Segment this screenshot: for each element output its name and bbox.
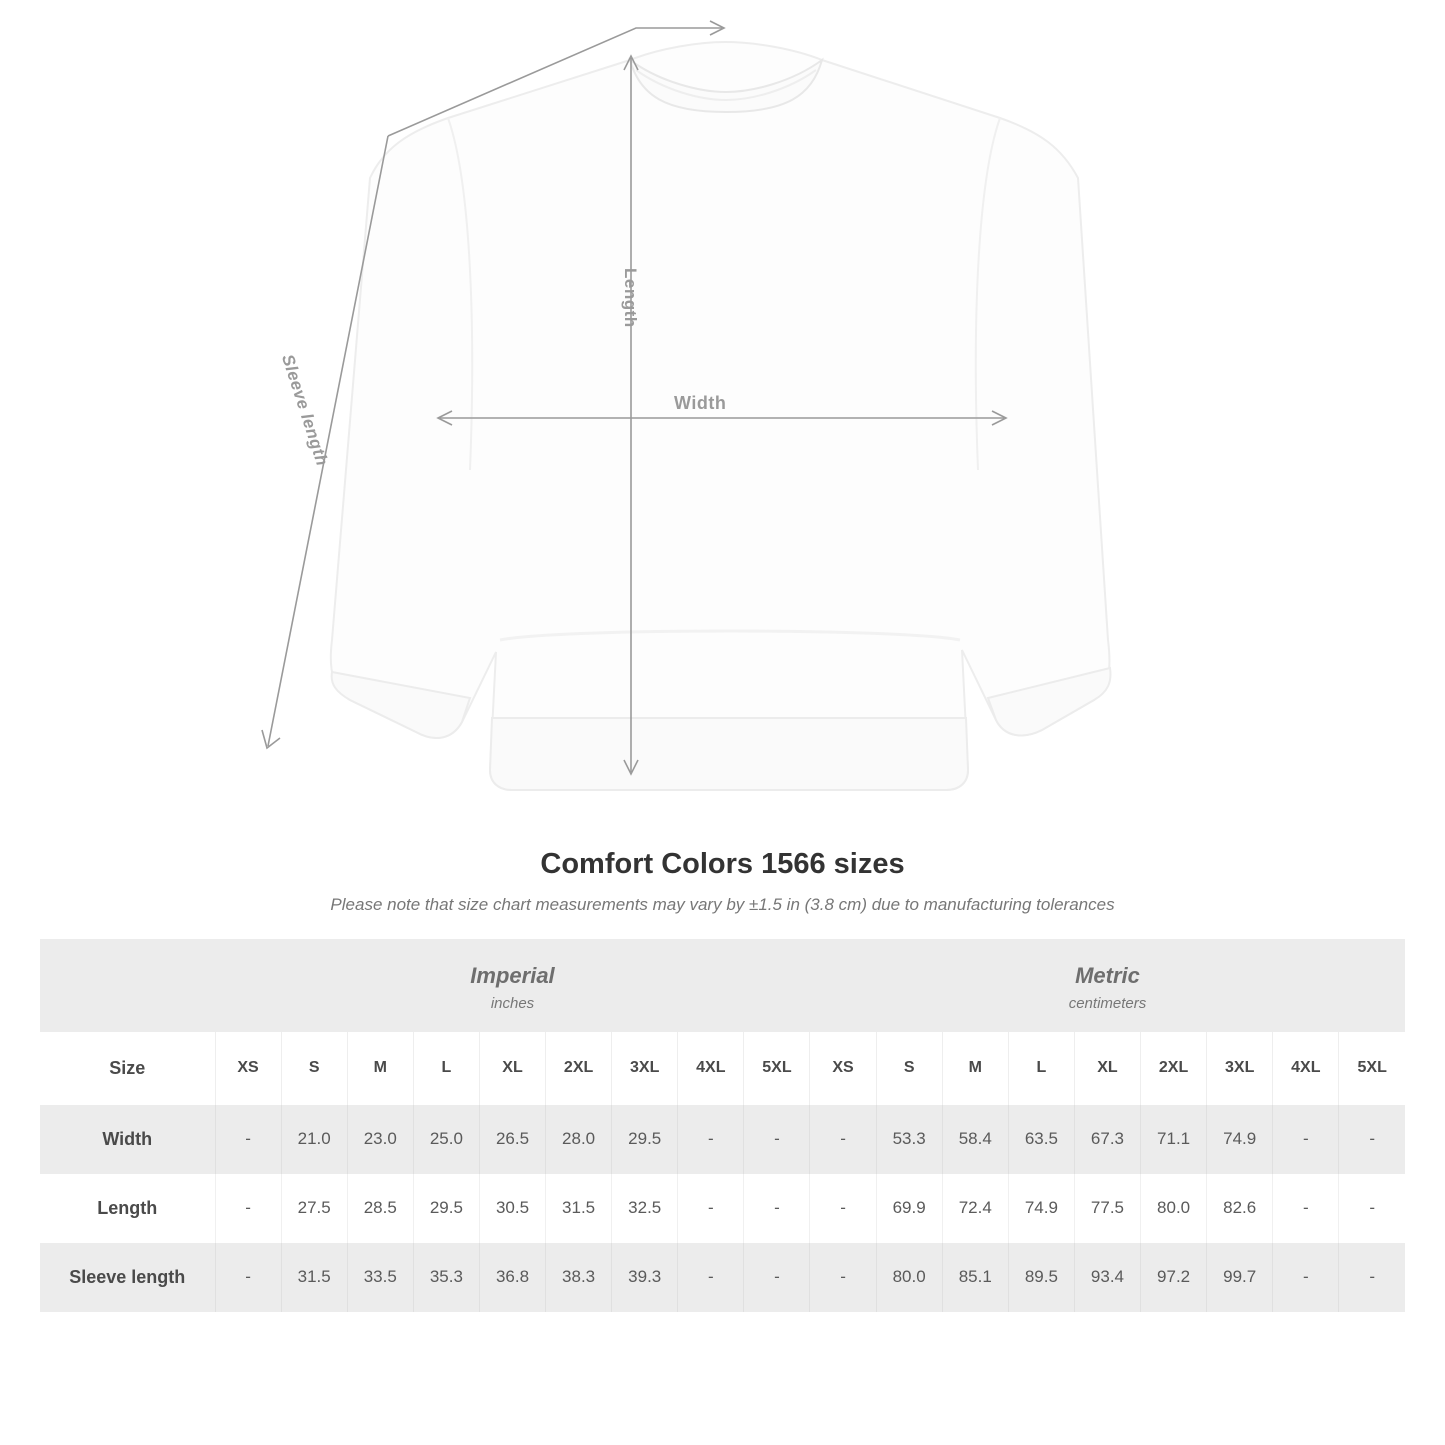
- sweatshirt-shape: [331, 42, 1111, 790]
- size-header-imperial-2xl: 2XL: [546, 1032, 612, 1105]
- table-row: [40, 1174, 1405, 1243]
- size-header-imperial-5xl: 5XL: [744, 1032, 810, 1105]
- cell-metric-5xl: -: [1339, 1243, 1405, 1312]
- cell-metric-xs: -: [810, 1243, 876, 1312]
- cell-imperial-s: 27.5: [281, 1174, 347, 1243]
- cell-imperial-3xl: 29.5: [612, 1105, 678, 1174]
- cell-imperial-3xl: 32.5: [612, 1174, 678, 1243]
- table-row: [40, 1243, 1405, 1312]
- size-header-metric-5xl: 5XL: [1339, 1032, 1405, 1105]
- cell-metric-2xl: 71.1: [1141, 1105, 1207, 1174]
- cell-metric-xs: -: [810, 1174, 876, 1243]
- table-row: [40, 1105, 1405, 1174]
- size-header-metric-m: M: [942, 1032, 1008, 1105]
- size-header-metric-xs: XS: [810, 1032, 876, 1105]
- cell-imperial-m: 28.5: [347, 1174, 413, 1243]
- metric-title: Metric: [1075, 963, 1140, 988]
- size-header-metric-2xl: 2XL: [1141, 1032, 1207, 1105]
- width-label: Width: [674, 393, 727, 413]
- cell-imperial-s: 21.0: [281, 1105, 347, 1174]
- cell-metric-m: 85.1: [942, 1243, 1008, 1312]
- size-header-metric-xl: XL: [1074, 1032, 1140, 1105]
- cell-imperial-2xl: 28.0: [546, 1105, 612, 1174]
- cell-imperial-5xl: -: [744, 1174, 810, 1243]
- size-header-imperial-m: M: [347, 1032, 413, 1105]
- cell-imperial-xl: 26.5: [479, 1105, 545, 1174]
- cell-metric-s: 80.0: [876, 1243, 942, 1312]
- cell-metric-xs: -: [810, 1105, 876, 1174]
- row-label-sleeve-length: Sleeve length: [40, 1243, 215, 1312]
- length-label: Length: [621, 268, 640, 328]
- imperial-title: Imperial: [470, 963, 555, 988]
- metric-unit-header: [810, 939, 1405, 1032]
- cell-metric-xl: 93.4: [1074, 1243, 1140, 1312]
- cell-metric-l: 89.5: [1008, 1243, 1074, 1312]
- cell-imperial-2xl: 31.5: [546, 1174, 612, 1243]
- sleeve-length-label: Sleeve length: [277, 352, 332, 469]
- cell-imperial-5xl: -: [744, 1243, 810, 1312]
- cell-imperial-3xl: 39.3: [612, 1243, 678, 1312]
- cell-metric-m: 58.4: [942, 1105, 1008, 1174]
- size-header-label: Size: [40, 1032, 215, 1105]
- cell-imperial-4xl: -: [678, 1105, 744, 1174]
- cell-imperial-l: 25.0: [413, 1105, 479, 1174]
- size-header-imperial-xl: XL: [479, 1032, 545, 1105]
- cell-imperial-m: 33.5: [347, 1243, 413, 1312]
- title-block: [0, 848, 1445, 915]
- cell-imperial-m: 23.0: [347, 1105, 413, 1174]
- size-header-imperial-xs: XS: [215, 1032, 281, 1105]
- cell-imperial-4xl: -: [678, 1174, 744, 1243]
- cell-metric-4xl: -: [1273, 1243, 1339, 1312]
- cell-metric-m: 72.4: [942, 1174, 1008, 1243]
- size-table-wrap: [40, 939, 1405, 1312]
- cell-imperial-5xl: -: [744, 1105, 810, 1174]
- row-label-length: Length: [40, 1174, 215, 1243]
- cell-metric-5xl: -: [1339, 1174, 1405, 1243]
- cell-metric-xl: 67.3: [1074, 1105, 1140, 1174]
- cell-metric-s: 69.9: [876, 1174, 942, 1243]
- cell-imperial-xs: -: [215, 1105, 281, 1174]
- cell-metric-l: 74.9: [1008, 1174, 1074, 1243]
- size-table: [40, 939, 1405, 1312]
- cell-imperial-xs: -: [215, 1243, 281, 1312]
- cell-metric-l: 63.5: [1008, 1105, 1074, 1174]
- size-header-imperial-4xl: 4XL: [678, 1032, 744, 1105]
- cell-imperial-l: 29.5: [413, 1174, 479, 1243]
- cell-metric-3xl: 74.9: [1207, 1105, 1273, 1174]
- cell-imperial-s: 31.5: [281, 1243, 347, 1312]
- cell-metric-5xl: -: [1339, 1105, 1405, 1174]
- cell-metric-3xl: 99.7: [1207, 1243, 1273, 1312]
- cell-imperial-2xl: 38.3: [546, 1243, 612, 1312]
- size-header-imperial-3xl: 3XL: [612, 1032, 678, 1105]
- size-header-metric-l: L: [1008, 1032, 1074, 1105]
- imperial-subtitle: inches: [490, 994, 535, 1012]
- cell-imperial-xs: -: [215, 1174, 281, 1243]
- size-header-metric-4xl: 4XL: [1273, 1032, 1339, 1105]
- cell-metric-4xl: -: [1273, 1174, 1339, 1243]
- size-table-body: [40, 1105, 1405, 1312]
- cell-imperial-xl: 36.8: [479, 1243, 545, 1312]
- tolerance-note: Please note that size chart measurements may vary by ±1.5 in (3.8 cm) due to manufacturing tolerances: [330, 895, 1115, 914]
- imperial-unit-header: [215, 939, 810, 1032]
- cell-metric-xl: 77.5: [1074, 1174, 1140, 1243]
- cell-imperial-l: 35.3: [413, 1243, 479, 1312]
- cell-metric-2xl: 80.0: [1141, 1174, 1207, 1243]
- cell-metric-3xl: 82.6: [1207, 1174, 1273, 1243]
- unit-header-row: [40, 939, 1405, 1032]
- page-title: Comfort Colors 1566 sizes: [540, 848, 905, 880]
- size-header-imperial-s: S: [281, 1032, 347, 1105]
- unit-spacer: [40, 939, 215, 1032]
- row-label-width: Width: [40, 1105, 215, 1174]
- cell-imperial-4xl: -: [678, 1243, 744, 1312]
- size-header-row: [40, 1032, 1405, 1105]
- cell-imperial-xl: 30.5: [479, 1174, 545, 1243]
- size-header-metric-3xl: 3XL: [1207, 1032, 1273, 1105]
- cell-metric-s: 53.3: [876, 1105, 942, 1174]
- size-header-metric-s: S: [876, 1032, 942, 1105]
- cell-metric-4xl: -: [1273, 1105, 1339, 1174]
- metric-subtitle: centimeters: [1068, 994, 1147, 1012]
- cell-metric-2xl: 97.2: [1141, 1243, 1207, 1312]
- size-header-imperial-l: L: [413, 1032, 479, 1105]
